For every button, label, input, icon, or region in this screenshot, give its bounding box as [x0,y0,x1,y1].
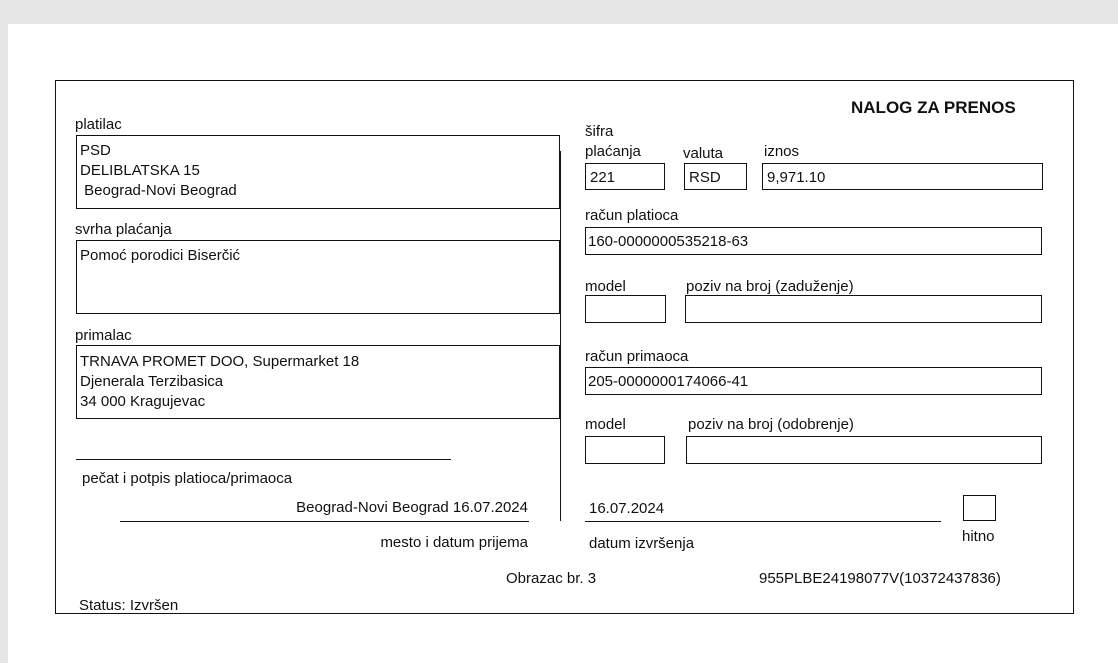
payment-code-value: 221 [590,169,616,186]
currency-field[interactable] [684,163,747,190]
recipient-account-field[interactable] [585,367,1042,395]
payer-line: Beograd-Novi Beograd [80,182,237,199]
payer-account-label: račun platioca [585,207,679,224]
urgent-checkbox[interactable] [963,495,996,521]
place-date-value: Beograd-Novi Beograd 16.07.2024 [296,499,528,516]
recipient-label: primalac [75,327,132,344]
payment-order-form [55,80,1074,614]
credit-reference-label: poziv na broj (odobrenje) [688,416,854,433]
form-number: Obrazac br. 3 [506,570,597,587]
recipient-line: Djenerala Terzibasica [80,373,224,390]
signature-label: pečat i potpis platioca/primaoca [82,470,293,487]
reference-id: 955PLBE24198077V(10372437836) [759,570,1001,587]
credit-model-field[interactable] [585,436,665,464]
debit-model-field[interactable] [585,295,666,323]
amount-label: iznos [764,143,800,160]
payer-label: platilac [75,116,122,133]
payer-box [76,135,560,209]
recipient-box [76,345,560,419]
place-date-label: mesto i datum prijema [380,534,528,551]
status-text: Status: Izvršen [79,597,179,614]
debit-reference-field[interactable] [685,295,1042,323]
purpose-label: svrha plaćanja [75,221,172,238]
currency-label: valuta [683,145,724,162]
urgent-label: hitno [962,528,995,545]
debit-model-label: model [585,278,626,295]
amount-value: 9,971.10 [767,169,826,186]
payer-account-field[interactable] [585,227,1042,255]
payment-code-field[interactable] [585,163,665,190]
recipient-account-label: račun primaoca [585,348,689,365]
column-divider [560,151,561,521]
amount-field[interactable] [762,163,1043,190]
form-title: NALOG ZA PRENOS [851,98,1016,117]
purpose-value: Pomoć porodici Biserčić [80,247,241,264]
purpose-box [76,240,560,314]
execution-date-line [585,521,941,522]
debit-reference-label: poziv na broj (zaduženje) [686,278,854,295]
credit-reference-field[interactable] [686,436,1042,464]
place-date-line [120,521,529,522]
execution-date-value: 16.07.2024 [589,500,665,517]
recipient-line: TRNAVA PROMET DOO, Supermarket 18 [80,353,360,370]
payer-line: DELIBLATSKA 15 [80,162,200,179]
credit-model-label: model [585,416,626,433]
recipient-line: 34 000 Kragujevac [80,393,206,410]
payer-line: PSD [80,142,111,159]
signature-line [76,459,451,460]
payment-code-label: plaćanja [585,143,641,160]
execution-date-label: datum izvršenja [589,535,695,552]
payment-code-label: šifra [585,123,614,140]
currency-value: RSD [689,169,721,186]
recipient-account-value: 205-0000000174066-41 [588,373,749,390]
payer-account-value: 160-0000000535218-63 [588,233,749,250]
